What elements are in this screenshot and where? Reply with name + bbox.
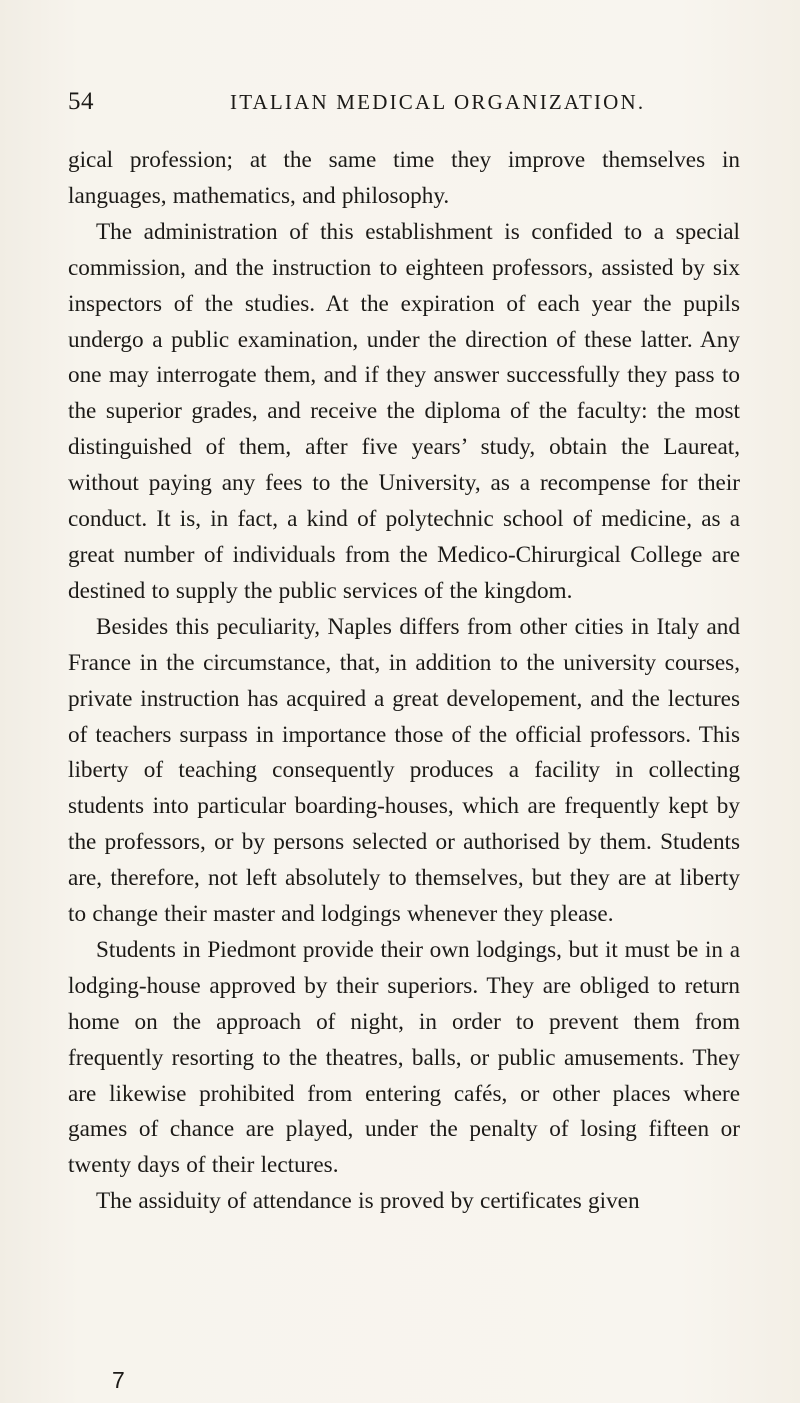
body-text [68, 143, 740, 1220]
paragraph-2: The administration of this establishment is confided to a special commission, and the instruction to eighteen professors, assisted by six inspectors of the studies. At the expiration of each year the pupils undergo a public examination, under the direction of these latter. Any one may interrogate them, and if they answer successfully they pass to the superior grades, and receive the diploma of the faculty: the most distinguished of them, after five years’ study, obtain the Laureat, without paying any fees to the University, as a recompense for their conduct. It is, in fact, a kind of polytechnic school of medicine, as a great number of individuals from the Medico-Chirurgical College are destined to supply the public services of the kingdom. [68, 218, 740, 604]
paragraph-3: Besides this peculiarity, Naples differs from other cities in Italy and France in the circumstance, that, in addition to the university courses, private instruction has acquired a great developement, and the lectures of teachers surpass in importance those of the official professors. This liberty of teaching consequently produces a facility in collecting students into particular boarding-houses, which are frequently kept by the professors, or by persons selected or authorised by them. Students are, therefore, not left absolutely to themselves, but they are at liberty to change their master and lodgings whenever they please. [68, 613, 740, 928]
paragraph-4: Students in Piedmont provide their own lodgings, but it must be in a lodging-house approved by their superiors. They are obliged to return home on the approach of night, in order to prevent them from frequently resorting to the theatres, balls, or public amusements. They are likewise prohibited from entering cafés, or other places where games of chance are played, under the penalty of losing fifteen or twenty days of their lectures. [68, 936, 740, 1179]
paragraph-5: The assiduity of attendance is proved by certificates given [96, 1188, 640, 1215]
signature-mark: 7 [112, 1367, 125, 1393]
running-head: ITALIAN MEDICAL ORGANIZATION. [230, 90, 646, 114]
page-header [68, 88, 748, 122]
paragraph-1: gical profession; at the same time they improve themselves in languages, mathematics, and philosophy. [68, 147, 740, 209]
page-number: 54 [68, 88, 94, 115]
